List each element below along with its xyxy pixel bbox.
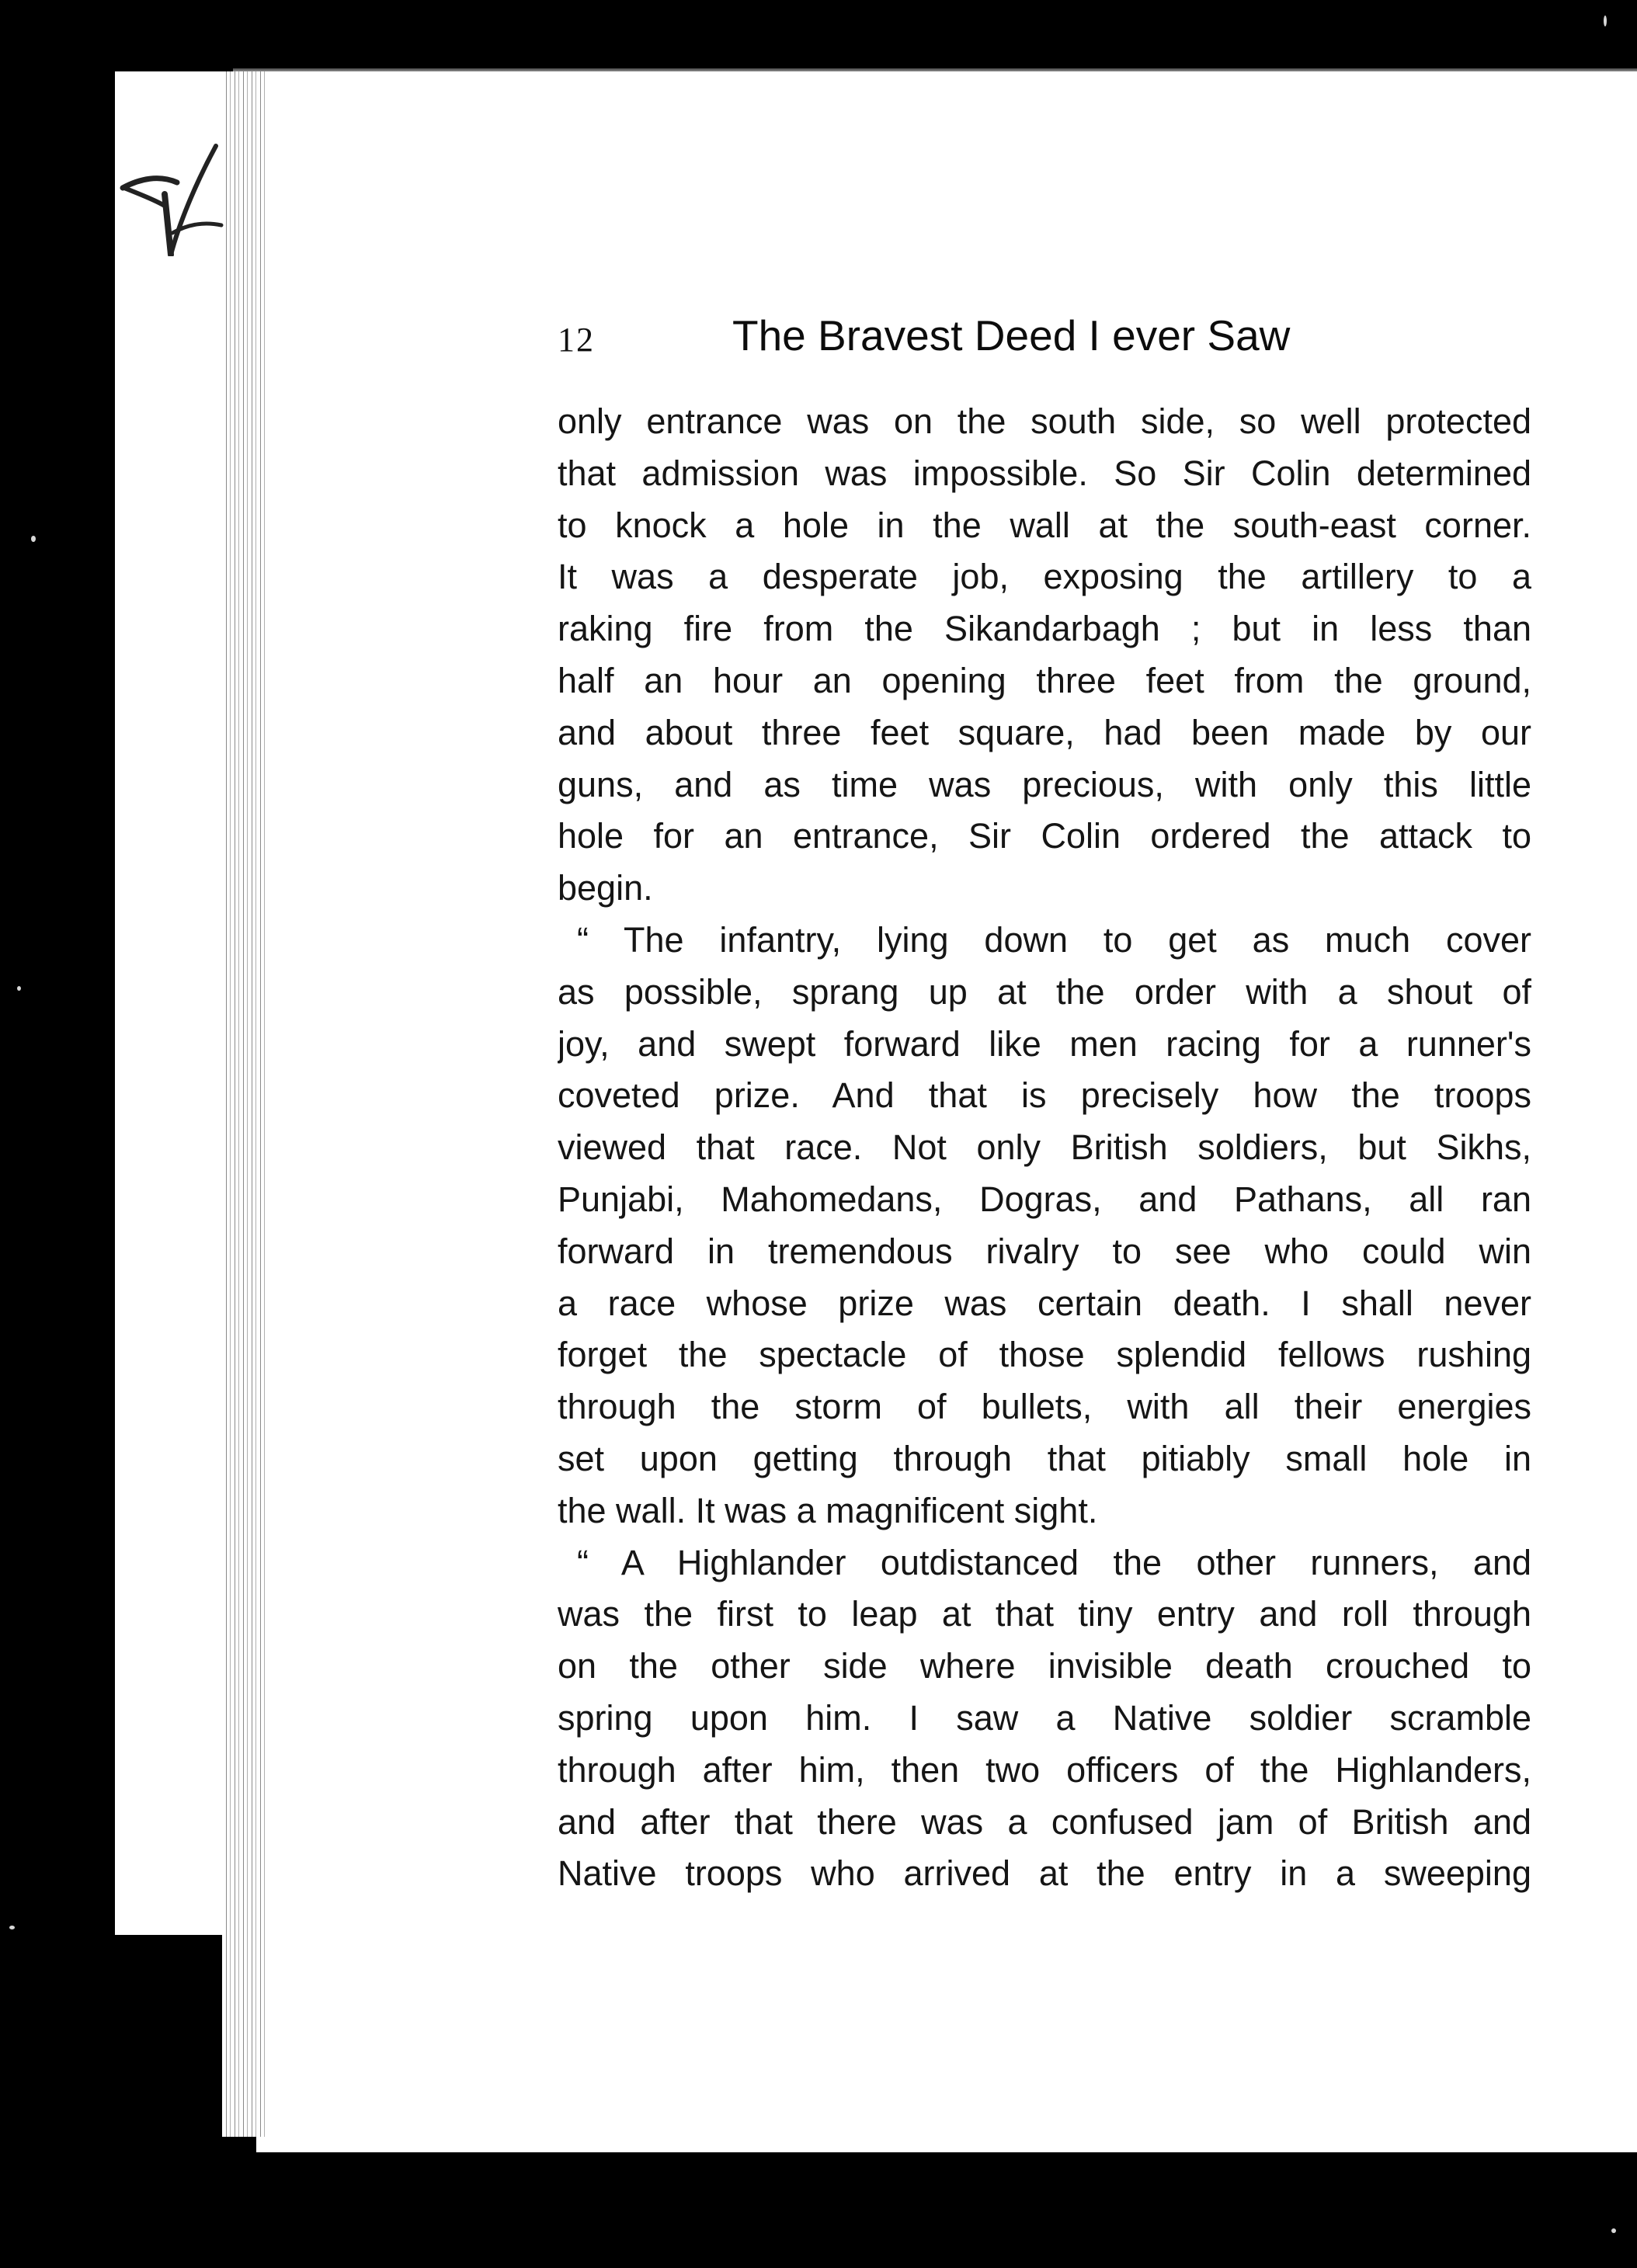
text-line: set upon getting through that pitiably small hole in — [558, 1438, 1531, 1478]
running-title: The Bravest Deed I ever Saw — [732, 311, 1291, 359]
text-line: the wall. It was a magnificent sight. — [558, 1490, 1098, 1530]
text-line: a race whose prize was certain death. I shall never — [558, 1283, 1531, 1323]
text-line: begin. — [558, 868, 653, 908]
body-text — [558, 396, 1531, 1900]
dust-speck — [31, 536, 36, 542]
text-line: and after that there was a confused jam of British and — [558, 1801, 1531, 1842]
text-line: joy, and swept forward like men racing for a runner's — [558, 1023, 1531, 1064]
text-line: was the first to leap at that tiny entry and roll through — [558, 1594, 1531, 1634]
text-line: that admission was impossible. So Sir Colin determined — [558, 453, 1531, 493]
text-line: only entrance was on the south side, so well protected — [558, 401, 1531, 441]
text-line: on the other side where invisible death crouched to — [558, 1646, 1531, 1686]
text-line: coveted prize. And that is precisely how the troops — [558, 1075, 1531, 1116]
text-line: spring upon him. I saw a Native soldier scramble — [558, 1697, 1531, 1738]
text-line: “ A Highlander outdistanced the other runners, and — [577, 1542, 1531, 1582]
dust-speck — [9, 1926, 15, 1929]
page-edge-stack — [222, 71, 269, 2137]
text-line: through after him, then two officers of the Highlanders, — [558, 1749, 1531, 1790]
pencil-check-mark — [116, 140, 225, 256]
text-line: forget the spectacle of those splendid fellows rushing — [558, 1335, 1531, 1375]
text-line: and about three feet square, had been made by our — [558, 712, 1531, 752]
text-line: Native troops who arrived at the entry in a sweeping — [558, 1853, 1531, 1894]
text-line: guns, and as time was precious, with only this little — [558, 764, 1531, 804]
facing-page-strip — [115, 71, 235, 1935]
text-line: viewed that race. Not only British soldiers, but Sikhs, — [558, 1127, 1531, 1168]
text-line: through the storm of bullets, with all their energies — [558, 1387, 1531, 1427]
text-line: Punjabi, Mahomedans, Dogras, and Pathans, all ran — [558, 1179, 1531, 1219]
running-head — [558, 311, 1369, 373]
dust-speck — [1604, 16, 1607, 26]
text-line: hole for an entrance, Sir Colin ordered the attack to — [558, 816, 1531, 856]
text-line: “ The infantry, lying down to get as much cover — [577, 919, 1531, 960]
text-line: to knock a hole in the wall at the south-east corner. — [558, 505, 1531, 545]
text-line: half an hour an opening three feet from the ground, — [558, 660, 1531, 700]
dust-speck — [1611, 2228, 1616, 2233]
dust-speck — [17, 986, 21, 991]
text-line: forward in tremendous rivalry to see who could win — [558, 1231, 1531, 1271]
text-line: It was a desperate job, exposing the artillery to a — [558, 557, 1531, 597]
text-line: raking fire from the Sikandarbagh ; but in less than — [558, 609, 1531, 649]
page-number: 12 — [558, 321, 595, 359]
text-line: as possible, sprang up at the order with a shout of — [558, 971, 1531, 1012]
